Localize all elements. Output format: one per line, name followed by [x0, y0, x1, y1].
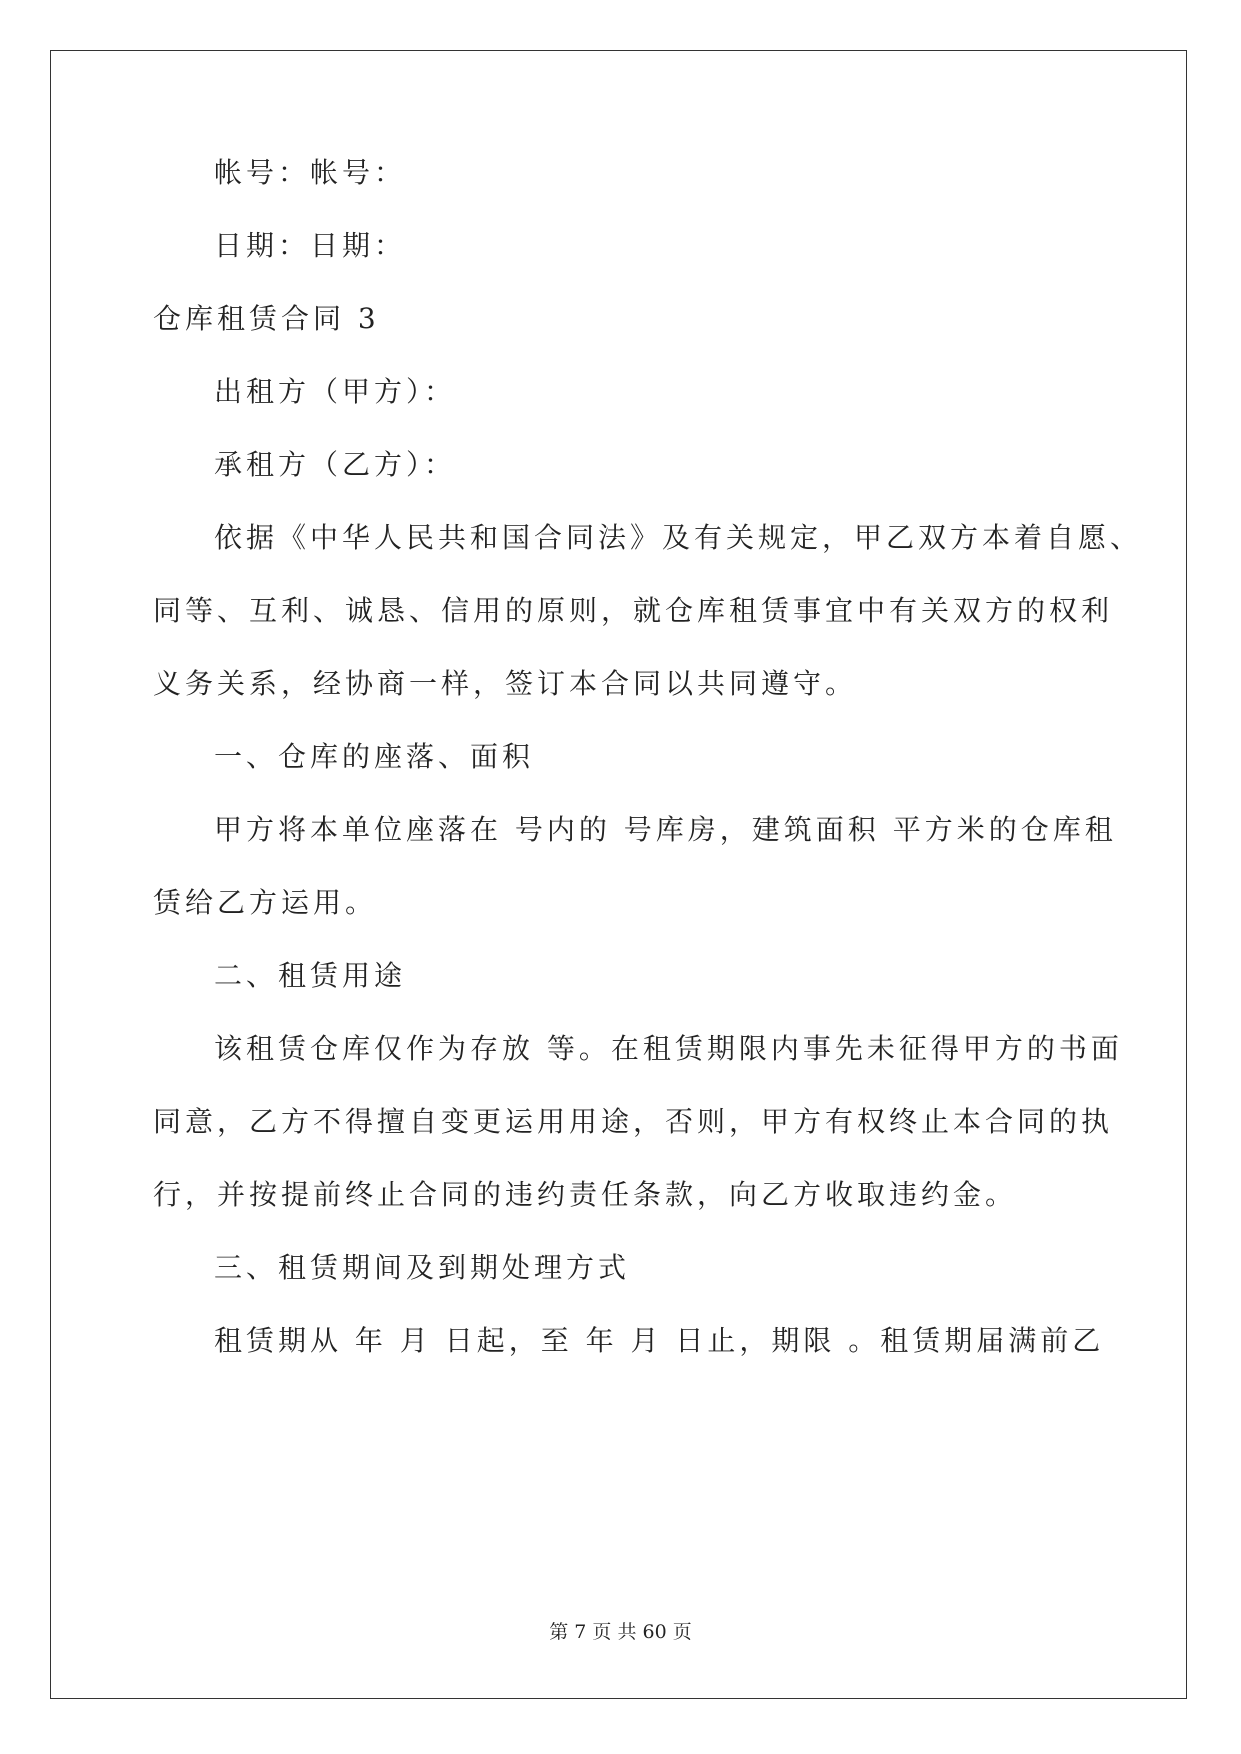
section-heading: 一、仓库的座落、面积 [214, 740, 535, 773]
contract-title: 仓库租赁合同 3 [153, 302, 380, 335]
section-heading: 三、租赁期间及到期处理方式 [214, 1251, 631, 1284]
date-line: 日期：日期： [214, 229, 407, 262]
section-heading: 二、租赁用途 [214, 959, 407, 992]
paragraph-line: 义务关系，经协商一样，签订本合同以共同遵守。 [153, 667, 858, 700]
paragraph-line: 同意，乙方不得擅自变更运用用途，否则，甲方有权终止本合同的执 [153, 1105, 1114, 1138]
lessee-line: 承租方（乙方）： [214, 448, 457, 481]
page-border [50, 50, 1187, 1699]
paragraph-line: 行，并按提前终止合同的违约责任条款，向乙方收取违约金。 [153, 1178, 1018, 1211]
paragraph-line: 赁给乙方运用。 [153, 886, 378, 919]
account-line: 帐号：帐号： [214, 156, 407, 189]
paragraph-line: 该租赁仓库仅作为存放 等。在租赁期限内事先未征得甲方的书面 [214, 1032, 1123, 1065]
page-footer: 第 7 页 共 60 页 [549, 1621, 692, 1643]
paragraph-line: 甲方将本单位座落在 号内的 号库房，建筑面积 平方米的仓库租 [214, 813, 1117, 846]
paragraph-line: 依据《中华人民共和国合同法》及有关规定，甲乙双方本着自愿、 [214, 521, 1143, 554]
lessor-line: 出租方（甲方）： [214, 375, 457, 408]
paragraph-line: 租赁期从 年 月 日起，至 年 月 日止，期限 。租赁期届满前乙 [214, 1324, 1105, 1357]
paragraph-line: 同等、互利、诚恳、信用的原则，就仓库租赁事宜中有关双方的权利 [153, 594, 1114, 627]
